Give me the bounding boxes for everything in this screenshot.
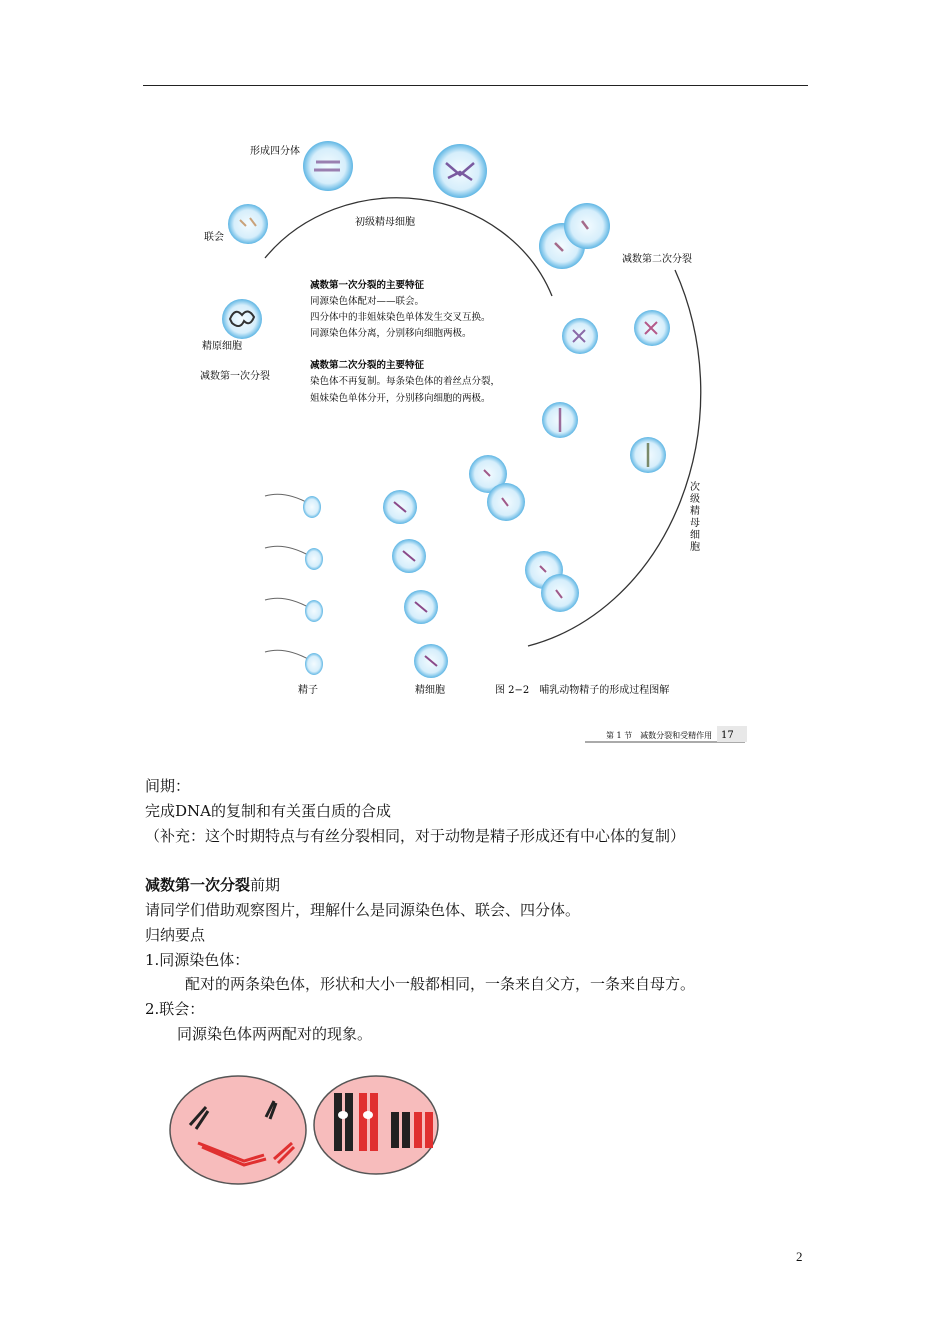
cell-primary-spermatocyte [433, 144, 487, 198]
spermatid-2 [392, 539, 426, 573]
spermatogenesis-figure [190, 118, 760, 748]
features2-line-2: 姐妹染色单体分开，分别移向细胞的两极。 [310, 393, 491, 404]
sperm-1 [265, 494, 321, 518]
label-tetrad: 形成四分体 [250, 146, 300, 157]
sperm-4 [265, 650, 323, 675]
features1-title: 减数第一次分裂的主要特征 [310, 280, 425, 291]
header-rule [143, 85, 808, 86]
spermatid-1 [383, 490, 417, 524]
features2-line-1: 染色体不再复制。每条染色体的着丝点分裂， [310, 376, 501, 387]
features1-line-3: 同源染色体分离，分别移向细胞两极。 [310, 328, 472, 339]
label-meiosis2: 减数第二次分裂 [622, 254, 692, 265]
homologous-chromosome-illustration [168, 1067, 443, 1187]
item2-heading: 2.联会： [145, 1000, 205, 1019]
label-sperm: 精子 [298, 685, 318, 696]
cell-synapsis [228, 204, 268, 244]
label-secondary-spermatocyte: 次级精母细胞 [690, 482, 700, 553]
prophase-bold: 减数第一次分裂 [145, 876, 251, 895]
label-primary-spermatocyte: 初级精母细胞 [355, 217, 415, 228]
interphase-title: 间期： [145, 777, 191, 795]
prophase-rest: 前期 [250, 876, 281, 895]
label-spermatogonium: 精原细胞 [202, 341, 242, 352]
spermatid-3 [404, 590, 438, 624]
footer-section: 第 1 节 减数分裂和受精作用 [606, 731, 713, 740]
sperm-2 [265, 546, 323, 570]
cell-dividing-2 [469, 455, 525, 521]
sperm-3 [265, 598, 323, 622]
cell-spermatogonium [222, 299, 262, 339]
observe-text: 请同学们借助观察图片，理解什么是同源染色体、联会、四分体。 [145, 900, 581, 919]
label-synapsis: 联会 [204, 232, 224, 243]
item1-desc: 配对的两条染色体，形状和大小一般都相同，一条来自父方，一条来自母方。 [185, 975, 696, 994]
cell-before-pairing [170, 1076, 306, 1184]
cell-secondary-b [634, 310, 670, 346]
summary-heading: 归纳要点 [145, 925, 206, 944]
label-meiosis1: 减数第一次分裂 [200, 371, 270, 382]
item2-desc: 同源染色体两两配对的现象。 [177, 1024, 373, 1043]
cell-secondary-a [562, 318, 598, 354]
figure-caption: 图 2−2 哺乳动物精子的形成过程图解 [495, 685, 670, 696]
cell-dividing-1 [539, 203, 610, 269]
cell-secondary-c [542, 402, 578, 438]
interphase-note: （补充：这个时期特点与有丝分裂相同，对于动物是精子形成还有中心体的复制） [145, 826, 686, 845]
features1-line-2: 四分体中的非姐妹染色单体发生交叉互换。 [310, 312, 491, 323]
features2-title: 减数第二次分裂的主要特征 [310, 360, 425, 371]
cell-dividing-3 [525, 551, 579, 612]
cell-secondary-d [630, 437, 666, 473]
prophase-heading [145, 873, 695, 898]
page-number: 2 [796, 1249, 803, 1264]
features1-line-1: 同源染色体配对——联会。 [310, 296, 425, 307]
cell-after-pairing [314, 1076, 438, 1174]
item1-heading: 1.同源染色体： [145, 950, 250, 969]
footer-page: 17 [721, 730, 734, 741]
spermatid-4 [414, 644, 448, 678]
cell-tetrad [303, 141, 353, 191]
label-spermatid: 精细胞 [415, 685, 445, 696]
body-text [145, 774, 695, 1047]
interphase-desc: 完成DNA的复制和有关蛋白质的合成 [145, 801, 391, 820]
